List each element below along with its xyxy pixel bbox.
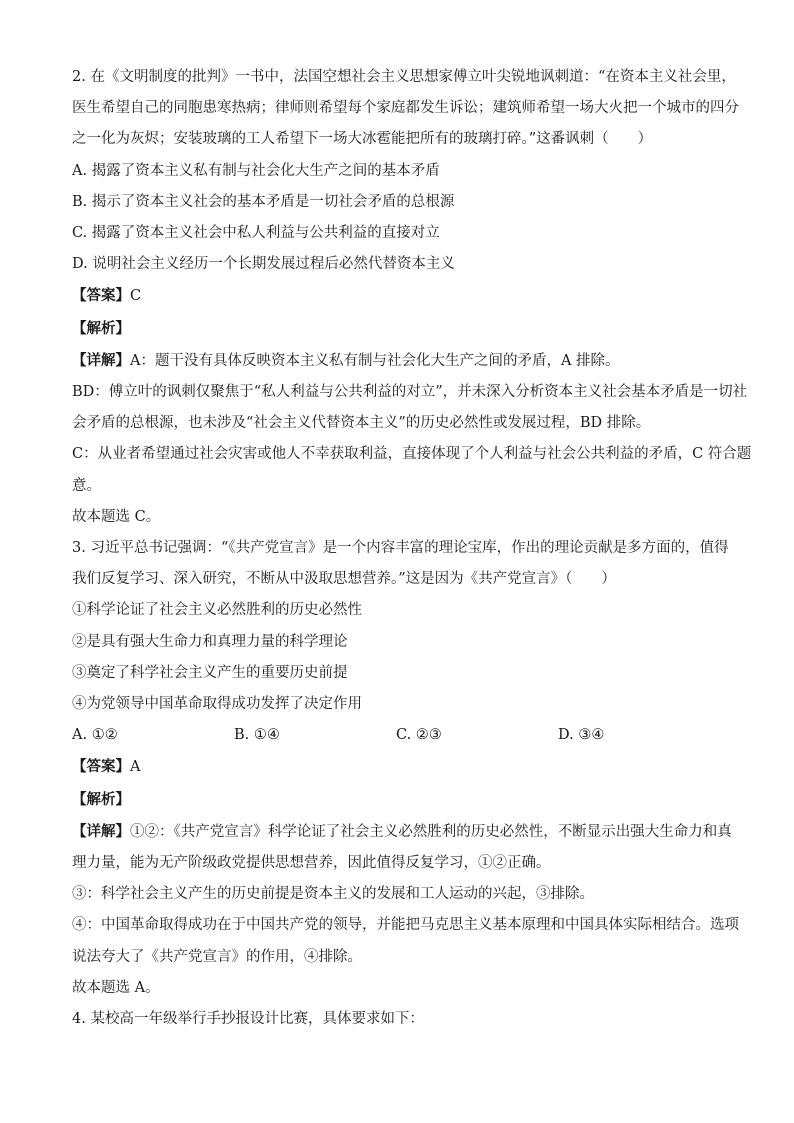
- detail-line: 会矛盾的总根源，也未涉及“社会主义代替资本主义”的历史必然性或发展过程，BD 排除。: [72, 415, 651, 432]
- option-a: A. 揭露了资本主义私有制与社会化大生产之间的基本矛盾: [72, 162, 440, 179]
- statement-1: ①科学论证了社会主义必然胜利的历史必然性: [72, 602, 362, 619]
- detail-line: BD：傅立叶的讽刺仅聚焦于“私人利益与公共利益的对立”，并未深入分析资本主义社会基本矛盾是一切社: [72, 384, 748, 401]
- choice-c: C. ②③: [396, 727, 442, 744]
- answer-tag: 【答案】: [72, 758, 130, 776]
- detail-tag: 【详解】: [72, 351, 130, 369]
- answer-tag: 【答案】: [72, 287, 130, 305]
- option-d: D. 说明社会主义经历一个长期发展过程后必然代替资本主义: [72, 256, 455, 273]
- detail-text: ①②：《共产党宣言》科学论证了社会主义必然胜利的历史必然性，不断显示出强大生命力和真: [130, 823, 732, 840]
- statement-3: ③奠定了科学社会主义产生的重要历史前提: [72, 664, 348, 681]
- analysis-tag: 【解析】: [72, 790, 130, 808]
- choice-b: B. ①④: [234, 727, 280, 744]
- choice-d: D. ③④: [558, 727, 605, 744]
- analysis-line: [72, 313, 734, 345]
- question-stem-line: 我们反复学习、深入研究，不断从中汲取思想营养。”这是因为《共产党宣言》（ ）: [72, 571, 616, 588]
- detail-line: C：从业者希望通过社会灾害或他人不幸获取利益，直接体现了个人利益与社会公共利益的矛盾，C 符合题: [72, 446, 752, 463]
- question-stem-line: 4. 某校高一年级举行手抄报设计比赛，具体要求如下：: [72, 1011, 424, 1028]
- choices-row: [72, 720, 734, 751]
- detail-line: 意。: [72, 477, 101, 494]
- conclusion-line: 故本题选 C。: [72, 508, 161, 525]
- question-4: [72, 1004, 734, 1035]
- answer-value: A: [130, 759, 141, 776]
- detail-line: ③：科学社会主义产生的历史前提是资本主义的发展和工人运动的兴起，③排除。: [72, 886, 594, 903]
- analysis-line: [72, 784, 734, 816]
- detail-line: ④：中国革命取得成功在于中国共产党的领导，并能把马克思主义基本原理和中国具体实际相结合。选项: [72, 917, 739, 934]
- choice-a: A. ①②: [72, 727, 118, 744]
- statement-2: ②是具有强大生命力和真理力量的科学理论: [72, 633, 348, 650]
- answer-line: [72, 280, 734, 312]
- option-b: B. 揭示了资本主义社会的基本矛盾是一切社会矛盾的总根源: [72, 193, 455, 210]
- question-2: [72, 62, 752, 533]
- option-c: C. 揭露了资本主义社会中私人利益与公共利益的直接对立: [72, 225, 440, 242]
- detail-line: [72, 816, 734, 848]
- answer-line: [72, 751, 734, 783]
- question-stem-line: 3. 习近平总书记强调：“《共产党宣言》是一个内容丰富的理论宝库，作出的理论贡献是多方面的，值得: [72, 540, 729, 557]
- question-stem-line: 2. 在《文明制度的批判》一书中，法国空想社会主义思想家傅立叶尖锐地讽刺道：“在资本主义社会里，: [72, 69, 736, 85]
- detail-line: 理力量，能为无产阶级政党提供思想营养，因此值得反复学习，①②正确。: [72, 855, 551, 872]
- conclusion-line: 故本题选 A。: [72, 979, 160, 996]
- detail-line: [72, 345, 734, 377]
- question-stem-line: 之一化为灰烬；安装玻璃的工人希望下一场大冰雹能把所有的玻璃打碎。”这番讽刺（ ）: [72, 131, 653, 148]
- detail-tag: 【详解】: [72, 822, 130, 840]
- statement-4: ④为党领导中国革命取得成功发挥了决定作用: [72, 696, 362, 713]
- analysis-tag: 【解析】: [72, 319, 130, 337]
- detail-text: A：题干没有具体反映资本主义私有制与社会化大生产之间的矛盾，A 排除。: [130, 352, 620, 369]
- answer-value: C: [130, 288, 142, 305]
- question-3: [72, 533, 739, 1004]
- detail-line: 说法夸大了《共产党宣言》的作用，④排除。: [72, 948, 362, 965]
- question-stem-line: 医生希望自己的同胞患寒热病；律师则希望每个家庭都发生诉讼；建筑师希望一场大火把一个城市的四分: [72, 100, 739, 117]
